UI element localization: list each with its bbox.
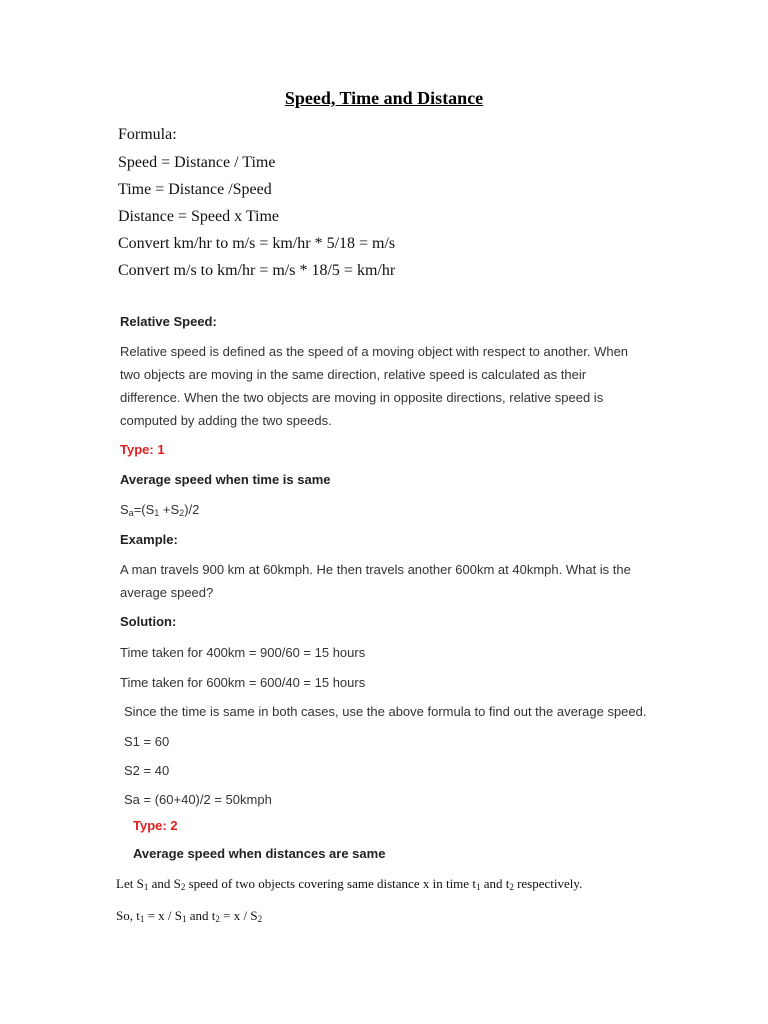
type1-label: Type: 1	[120, 442, 165, 457]
type2-line: Let $S_1$ and $S_2$ speed of two objects covering same distance x in time $t_1$ and $t_2$ respectively.	[116, 876, 583, 892]
type2-heading: Average speed when distances are same	[133, 846, 386, 861]
type2-line: So, $t_1 = x / S_1$ and $t_2 = x / S_2$	[116, 908, 263, 924]
solution-line: S2 = 40	[124, 763, 170, 778]
relative-speed-heading: Relative Speed:	[120, 314, 217, 329]
formula-heading: Formula:	[118, 126, 177, 143]
example-label: Example:	[120, 532, 178, 547]
example-text: A man travels 900 km at 60kmph. He then travels another 600km at 40kmph. What is the average speed?	[120, 562, 631, 600]
solution-line: S1 = 60	[124, 734, 170, 749]
relative-speed-paragraph: Relative speed is defined as the speed of a moving object with respect to another. When two objects are moving in the same direction, relative speed is calculated as their difference. When the two objects are moving in opposite directions, relative speed is computed by adding the two speeds.	[120, 344, 629, 428]
formula-line: Distance = Speed x Time	[118, 208, 280, 225]
type1-heading: Average speed when time is same	[120, 472, 331, 487]
type2-label: Type: 2	[133, 818, 178, 833]
formula-line: Speed = Distance / Time	[118, 154, 276, 171]
type1-formula: $S_a=(S_1 +S_2)/2$	[120, 502, 200, 518]
solution-line: Since the time is same in both cases, use the above formula to find out the average speed.	[124, 704, 647, 719]
solution-line: Sa = (60+40)/2 = 50kmph	[124, 792, 272, 807]
solution-line: Time taken for 600km = 600/40 = 15 hours	[120, 675, 366, 690]
page-title: Speed, Time and Distance	[284, 88, 484, 108]
formula-line: Convert km/hr to m/s = km/hr * 5/18 = m/s	[118, 235, 396, 252]
solution-label: Solution:	[120, 614, 177, 629]
solution-line: Time taken for 400km = 900/60 = 15 hours	[120, 645, 366, 660]
formula-line: Convert m/s to km/hr = m/s * 18/5 = km/hr	[118, 262, 396, 279]
formula-line: Time = Distance /Speed	[118, 181, 272, 198]
